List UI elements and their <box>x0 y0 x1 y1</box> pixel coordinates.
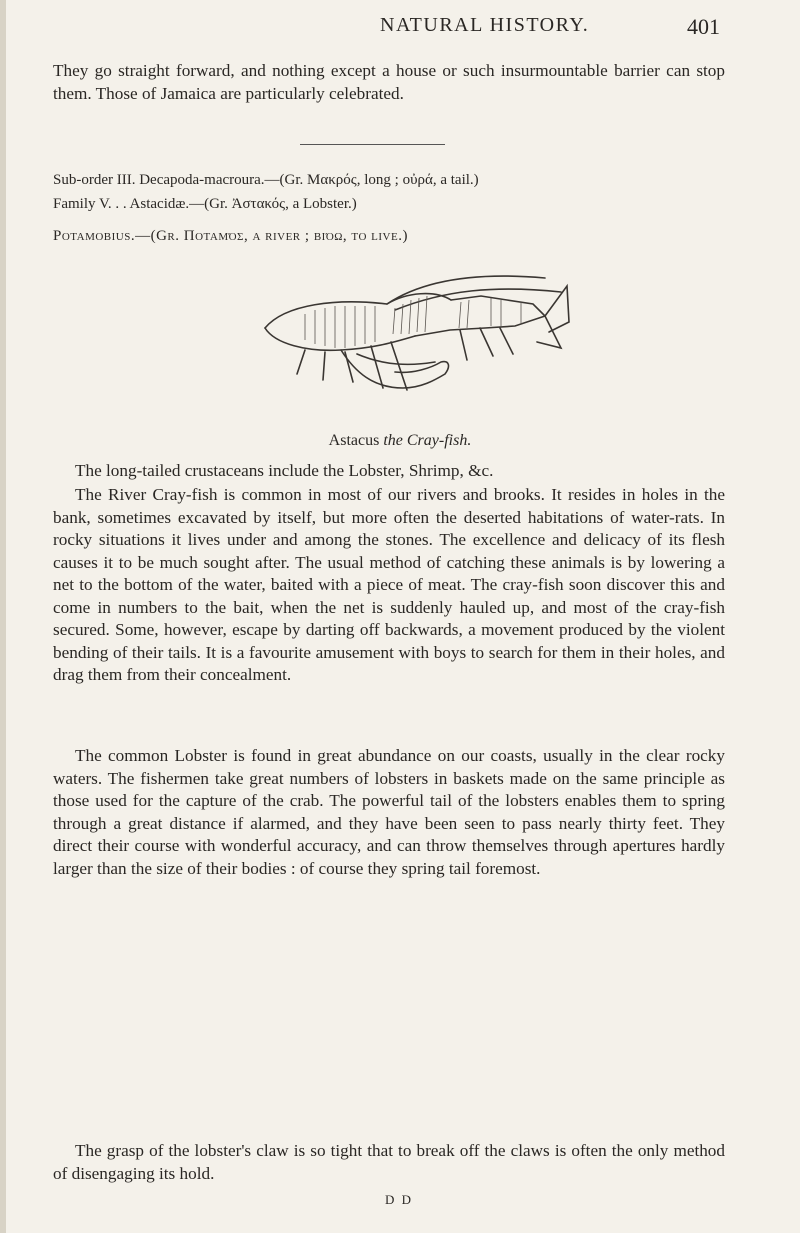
family-heading: Family V. . . Astacidæ.—(Gr. Ἀστακός, a Lobster.) <box>53 196 357 212</box>
running-title: NATURAL HISTORY. <box>380 14 590 36</box>
paragraph-lobster-claw: The grasp of the lobster's claw is so tight that to break off the claws is often the only method of disengaging its hold. <box>53 1141 725 1183</box>
caption-genus: Astacus <box>328 432 380 449</box>
page-number: 401 <box>687 14 720 39</box>
crayfish-engraving-icon <box>245 270 575 420</box>
section-divider <box>300 144 445 145</box>
paragraph-river-crayfish: The River Cray-fish is common in most of our rivers and brooks. It resides in holes in the bank, sometimes excavated by itself, but more often the deserted habitations of water-rats. In rocky situations it lives under and among the stones. The excellence and delicacy of its flesh causes it to be much sought after. The usual method of catching these animals is by lowering a net to the bottom of the water, baited with a piece of meat. The cray-fish soon discover this and come in numbers to the bait, when the net is suddenly hauled up, and most of the cray-fish secured. Some, however, escape by darting off backwards, a movement produced by the violent bending of their tails. It is a favourite amusement with boys to search for them in their holes, and drag them from their concealment. <box>53 485 725 684</box>
paragraph-common-lobster: The common Lobster is found in great abundance on our coasts, usually in the clear rocky waters. The fishermen take great numbers of lobsters in baskets made on the same principle as those used for the capture of the crab. The powerful tail of the lobsters enables them to spring through a great distance if alarmed, and they have been seen to pass nearly thirty feet. They direct their course with wonderful accuracy, and can throw themselves through apertures hardly larger than the size of their bodies : of course they spring tail foremost. <box>53 746 725 878</box>
page-edge <box>0 0 6 1233</box>
page-header <box>380 14 720 44</box>
intro-paragraph: They go straight forward, and nothing except a house or such insurmountable barrier can stop them. Those of Jamaica are particularly celebrated. <box>53 61 725 103</box>
caption-common-name: the Cray-fish. <box>383 432 472 449</box>
paragraph-long-tailed: The long-tailed crustaceans include the Lobster, Shrimp, &c. <box>75 461 494 480</box>
suborder-heading: Sub-order III. Decapoda-macroura.—(Gr. Μακρός, long ; οὐρά, a tail.) <box>53 172 479 188</box>
genus-heading: Potamobius.—(Gr. Ποταμός, a river ; βιόω, to live.) <box>53 228 408 244</box>
figure-caption <box>0 432 800 450</box>
signature-mark: D D <box>385 1192 414 1207</box>
